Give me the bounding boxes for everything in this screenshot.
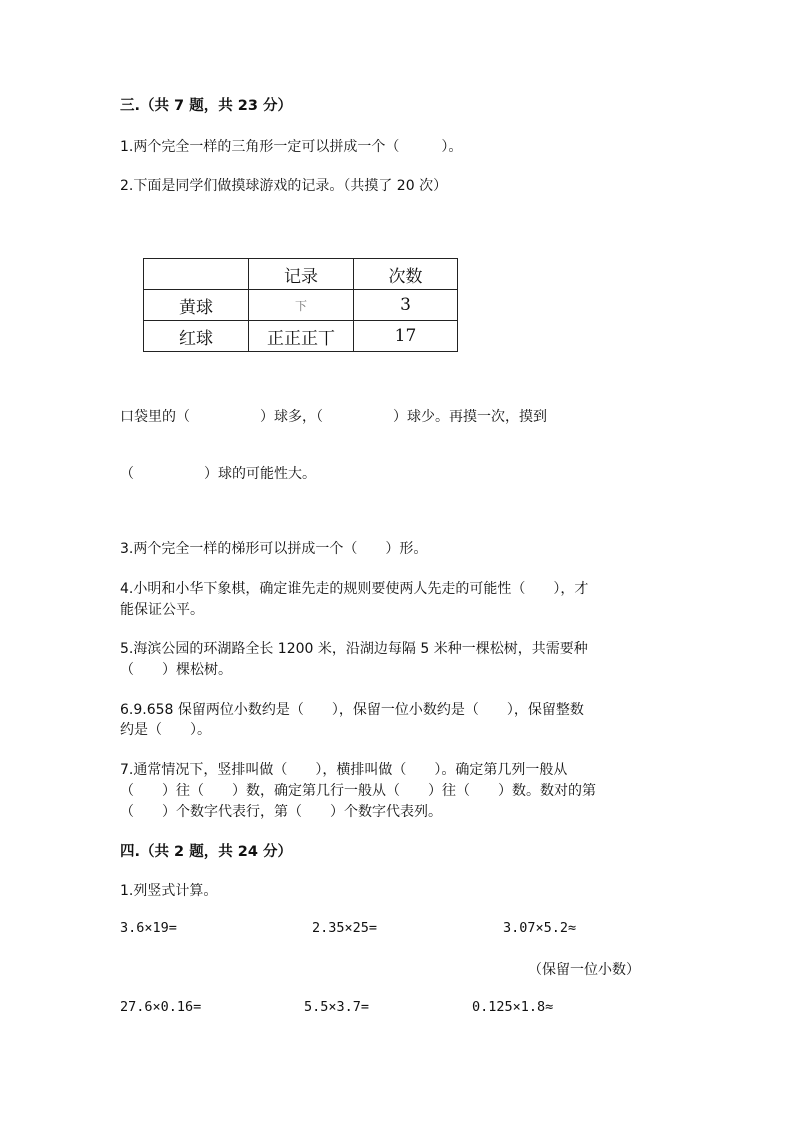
question-4-line-1: 4.小明和小华下象棋，确定谁先走的规则要使两人先走的可能性（ ），才 (120, 581, 589, 597)
calc-item: 3.6×19= (120, 920, 177, 936)
question-2-fill-1: 口袋里的（ ）球多，（ ）球少。再摸一次，摸到 (120, 409, 547, 425)
table-cell-count: 17 (354, 321, 458, 352)
section3-title: 三.（共 7 题，共 23 分） (120, 98, 292, 114)
calc-item: 27.6×0.16= (120, 999, 202, 1015)
question-6-line-1: 6.9.658 保留两位小数约是（ ），保留一位小数约是（ ），保留整数 (120, 702, 584, 718)
table-cell-count: 3 (354, 290, 458, 321)
section4-title: 四.（共 2 题，共 24 分） (120, 844, 292, 860)
table-row (144, 290, 458, 321)
tally-table (143, 258, 458, 352)
calc-item: 3.07×5.2≈ (503, 920, 577, 936)
table-header-row (144, 259, 458, 290)
calc-item: 5.5×3.7= (304, 999, 370, 1015)
question-6-line-2: 约是（ ）。 (120, 722, 211, 738)
question-5-line-1: 5.海滨公园的环湖路全长 1200 米，沿湖边每隔 5 米种一棵松树，共需要种 (120, 641, 588, 657)
table-header: 记录 (249, 259, 354, 290)
question-2-fill-2: （ ）球的可能性大。 (120, 466, 316, 482)
question-1: 1.两个完全一样的三角形一定可以拼成一个（ ）。 (120, 139, 463, 155)
question-3: 3.两个完全一样的梯形可以拼成一个（ ）形。 (120, 541, 428, 557)
table-cell-name: 红球 (144, 321, 249, 352)
question-5-line-2: （ ）棵松树。 (120, 662, 232, 678)
question-2: 2.下面是同学们做摸球游戏的记录。（共摸了 20 次） (120, 178, 448, 194)
section4-question-1: 1.列竖式计算。 (120, 883, 218, 899)
calc-item: 2.35×25= (312, 920, 378, 936)
table-cell-tally: 正正正丅 (249, 321, 354, 352)
table-header (144, 259, 249, 290)
table-row (144, 321, 458, 352)
calc-item: 0.125×1.8≈ (472, 999, 554, 1015)
table-cell-name: 黄球 (144, 290, 249, 321)
rounding-note: （保留一位小数） (528, 962, 640, 978)
question-7-line-3: （ ）个数字代表行，第（ ）个数字代表列。 (120, 804, 442, 820)
table-cell-tally: 下 (249, 290, 354, 321)
question-7-line-1: 7.通常情况下，竖排叫做（ ），横排叫做（ ）。确定第几列一般从 (120, 762, 568, 778)
table-header: 次数 (354, 259, 458, 290)
question-7-line-2: （ ）往（ ）数，确定第几行一般从（ ）往（ ）数。数对的第 (120, 783, 596, 799)
question-4-line-2: 能保证公平。 (120, 602, 204, 618)
